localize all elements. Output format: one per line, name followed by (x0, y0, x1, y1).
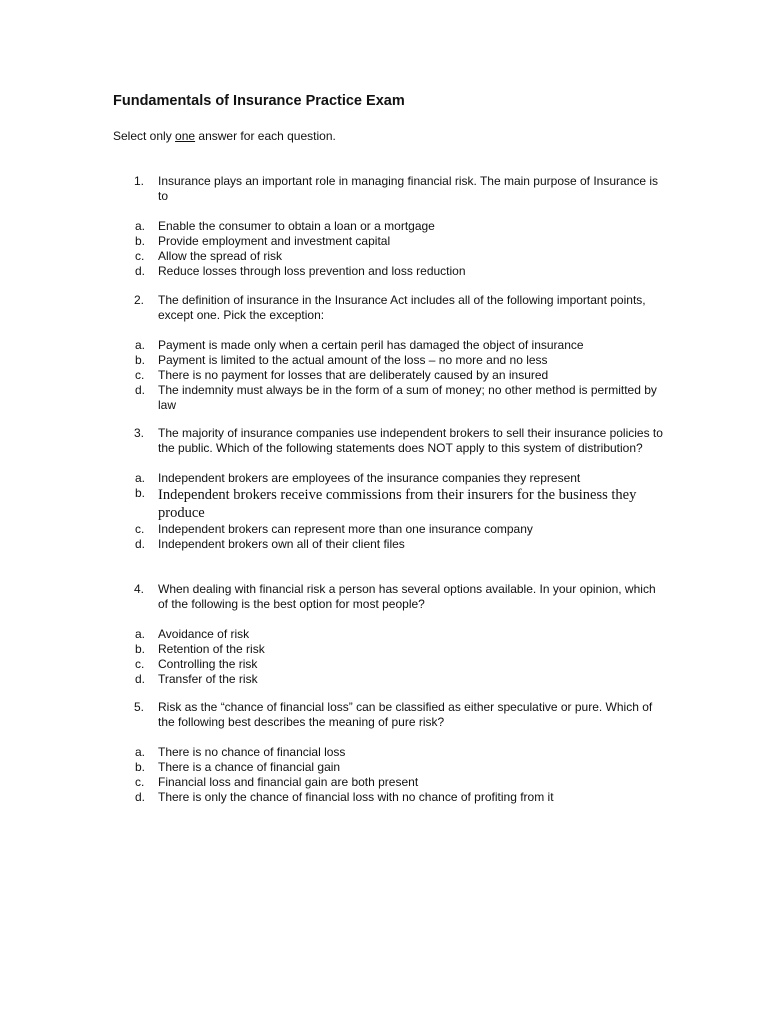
option-text: Payment is made only when a certain peril has damaged the object of insurance (158, 338, 584, 352)
option-letter: d. (135, 383, 146, 397)
option-text: Payment is limited to the actual amount of the loss – no more and no less (158, 353, 548, 367)
options-list (134, 471, 664, 552)
option-item (134, 775, 664, 790)
option-text: Enable the consumer to obtain a loan or a mortgage (158, 219, 435, 233)
question-number: 5. (134, 700, 145, 714)
option-item (134, 234, 664, 249)
options-list (134, 627, 664, 687)
option-letter: b. (135, 234, 146, 248)
question-number: 2. (134, 293, 145, 307)
option-text: Independent brokers receive commissions from their insurers for the business they produce (158, 487, 637, 521)
option-letter: d. (135, 672, 146, 686)
options-list (134, 219, 664, 279)
option-item (134, 219, 664, 234)
option-text: There is only the chance of financial loss with no chance of profiting from it (158, 790, 554, 804)
option-text: Independent brokers are employees of the insurance companies they represent (158, 471, 581, 485)
option-letter: a. (135, 219, 146, 233)
option-letter: a. (135, 338, 146, 352)
option-letter: a. (135, 745, 146, 759)
option-item (134, 353, 664, 368)
option-item (134, 338, 664, 353)
question-text: Risk as the “chance of financial loss” can be classified as either speculative or pure. Which of the following best describes the meaning of pure risk? (158, 700, 653, 729)
option-text: Independent brokers own all of their client files (158, 537, 405, 551)
question-text: The definition of insurance in the Insurance Act includes all of the following important points, except one. Pick the exception: (158, 293, 646, 322)
page-title: Fundamentals of Insurance Practice Exam (113, 93, 405, 109)
option-text: Independent brokers can represent more than one insurance company (158, 522, 533, 536)
option-letter: a. (135, 471, 146, 485)
option-text: Transfer of the risk (158, 672, 258, 686)
option-item (134, 486, 664, 522)
option-item (134, 672, 664, 687)
option-item (134, 627, 664, 642)
question-2 (134, 293, 664, 413)
question-5 (134, 700, 664, 805)
instructions-before: Select only (113, 129, 176, 143)
option-letter: b. (135, 353, 146, 367)
question-text: Insurance plays an important role in managing financial risk. The main purpose of Insurance is to (158, 174, 659, 203)
option-text: There is no chance of financial loss (158, 745, 346, 759)
option-text: Controlling the risk (158, 657, 258, 671)
question-text: The majority of insurance companies use independent brokers to sell their insurance policies to the public. Which of the following statements does NOT apply to this system of distribution? (158, 426, 663, 455)
option-letter: d. (135, 264, 146, 278)
option-text: There is a chance of financial gain (158, 760, 341, 774)
instructions-underlined: one (175, 129, 196, 143)
question-number: 3. (134, 426, 145, 440)
option-letter: a. (135, 627, 146, 641)
option-letter: d. (135, 537, 146, 551)
option-text: Allow the spread of risk (158, 249, 283, 263)
option-item (134, 745, 664, 760)
option-item (134, 383, 664, 413)
option-letter: c. (135, 775, 145, 789)
question-4 (134, 582, 664, 687)
option-text: Retention of the risk (158, 642, 265, 656)
option-text: There is no payment for losses that are deliberately caused by an insured (158, 368, 549, 382)
option-item (134, 657, 664, 672)
option-item (134, 264, 664, 279)
option-item (134, 760, 664, 775)
option-letter: c. (135, 522, 145, 536)
question-text: When dealing with financial risk a person has several options available. In your opinion, which of the following is the best option for most people? (158, 582, 656, 611)
option-text: The indemnity must always be in the form of a sum of money; no other method is permitted by law (158, 383, 657, 412)
option-item (134, 790, 664, 805)
option-letter: c. (135, 249, 145, 263)
option-text: Provide employment and investment capital (158, 234, 391, 248)
option-item (134, 642, 664, 657)
option-letter: c. (135, 368, 145, 382)
options-list (134, 338, 664, 413)
option-item (134, 368, 664, 383)
question-number: 4. (134, 582, 145, 596)
option-text: Financial loss and financial gain are both present (158, 775, 419, 789)
question-number: 1. (134, 174, 145, 188)
instructions-after: answer for each question. (195, 129, 336, 143)
option-letter: d. (135, 790, 146, 804)
option-item (134, 522, 664, 537)
option-letter: b. (135, 760, 146, 774)
option-item (134, 471, 664, 486)
option-item (134, 249, 664, 264)
question-3 (134, 426, 664, 552)
option-letter: b. (135, 642, 146, 656)
option-item (134, 537, 664, 552)
option-text: Reduce losses through loss prevention and loss reduction (158, 264, 466, 278)
option-letter: c. (135, 657, 145, 671)
instructions (113, 129, 336, 144)
options-list (134, 745, 664, 805)
question-1 (134, 174, 664, 279)
option-text: Avoidance of risk (158, 627, 250, 641)
option-letter: b. (135, 486, 146, 500)
